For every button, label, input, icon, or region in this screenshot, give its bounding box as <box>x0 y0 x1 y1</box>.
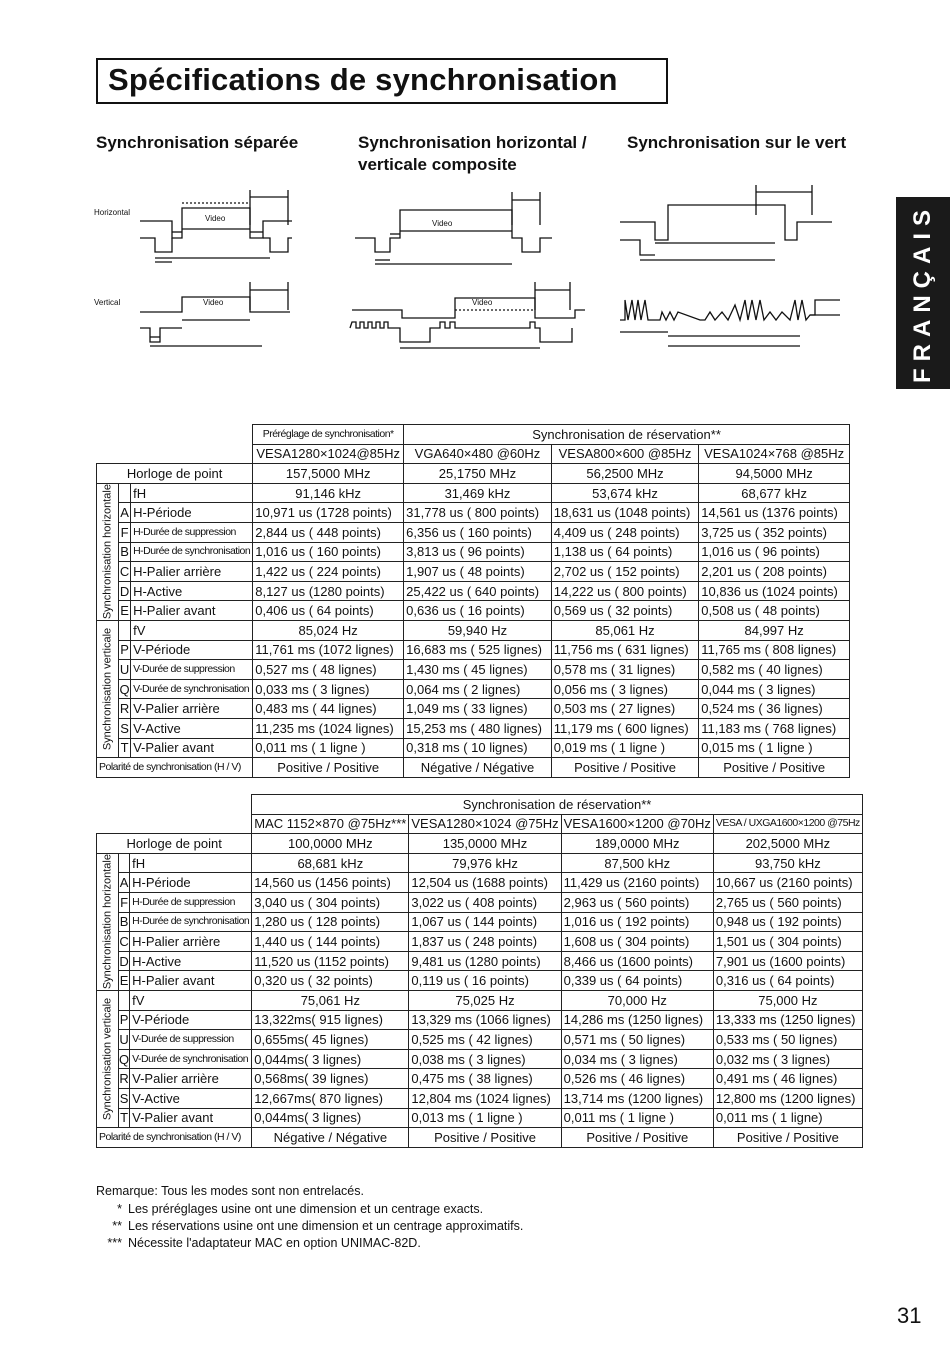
row-letter: E <box>119 971 130 991</box>
fh-value: 68,681 kHz <box>252 853 409 873</box>
reserve-header: Synchronisation de réservation** <box>252 795 863 815</box>
dot-clock-value: 100,0000 MHz <box>252 834 409 854</box>
on-green-vertical-waveform <box>620 300 840 346</box>
on-green-horizontal-waveform <box>620 185 832 260</box>
dot-clock-value: 56,2500 MHz <box>551 464 698 484</box>
row-value: 11,761 ms (1072 lignes) <box>253 640 404 660</box>
sync-table-1 <box>96 424 850 778</box>
dot-clock-value: 202,5000 MHz <box>713 834 862 854</box>
row-label: H-Durée de synchronisation <box>130 912 252 932</box>
row-value: 0,525 ms ( 42 lignes) <box>409 1030 561 1050</box>
mode-header: VESA800×600 @85Hz <box>551 444 698 464</box>
polarity-value: Positive / Positive <box>551 758 698 778</box>
row-value: 11,179 ms ( 600 lignes) <box>551 718 698 738</box>
row-value: 11,183 ms ( 768 lignes) <box>699 718 850 738</box>
row-value: 0,503 ms ( 27 lignes) <box>551 699 698 719</box>
fh-value: 93,750 kHz <box>713 853 862 873</box>
separate-vertical-waveform <box>140 282 290 346</box>
fv-value: 84,997 Hz <box>699 620 850 640</box>
row-label: H-Palier avant <box>131 601 253 621</box>
table-row <box>97 1049 863 1069</box>
row-value: 0,571 ms ( 50 lignes) <box>561 1030 713 1050</box>
page-title: Spécifications de synchronisation <box>108 62 618 97</box>
row-value: 3,040 us ( 304 points) <box>252 892 409 912</box>
row-value: 1,422 us ( 224 points) <box>253 562 404 582</box>
row-value: 0,056 ms ( 3 lignes) <box>551 679 698 699</box>
note-text: Les réservations usine ont une dimension et un centrage approximatifs. <box>128 1219 524 1233</box>
row-value: 0,013 ms ( 1 ligne ) <box>409 1108 561 1128</box>
horizontal-group-label: Synchronisation horizontale <box>97 853 119 990</box>
fv-value: 70,000 Hz <box>561 990 713 1010</box>
fv-value: 75,061 Hz <box>252 990 409 1010</box>
row-value: 0,948 us ( 192 points) <box>713 912 862 932</box>
row-value: 1,440 us ( 144 points) <box>252 932 409 952</box>
fv-value: 75,025 Hz <box>409 990 561 1010</box>
row-value: 12,504 us (1688 points) <box>409 873 561 893</box>
horizontal-label: Horizontal <box>94 208 131 217</box>
fv-value: 85,061 Hz <box>551 620 698 640</box>
note-remark: Remarque: Tous les modes sont non entrelacés. <box>96 1184 364 1198</box>
row-value: 13,714 ms (1200 lignes) <box>561 1088 713 1108</box>
row-letter: Q <box>119 1049 130 1069</box>
timing-diagrams <box>0 0 950 400</box>
row-value: 14,222 us ( 800 points) <box>551 581 698 601</box>
row-letter: T <box>119 1108 130 1128</box>
row-letter: S <box>119 718 131 738</box>
table-row <box>97 503 850 523</box>
row-label: V-Durée de synchronisation <box>130 1049 252 1069</box>
reserve-header: Synchronisation de réservation** <box>404 425 850 445</box>
row-label: H-Palier arrière <box>130 932 252 952</box>
dot-clock-value: 189,0000 MHz <box>561 834 713 854</box>
row-letter: Q <box>119 679 131 699</box>
diagram-heading-separate: Synchronisation séparée <box>96 133 299 152</box>
fh-value: 68,677 kHz <box>699 483 850 503</box>
table-row <box>97 1010 863 1030</box>
row-value: 11,235 ms (1024 lignes) <box>253 718 404 738</box>
fh-value: 87,500 kHz <box>561 853 713 873</box>
fv-label: fV <box>130 990 252 1010</box>
row-label: V-Durée de synchronisation <box>131 679 253 699</box>
row-value: 0,011 ms ( 1 ligne ) <box>561 1108 713 1128</box>
row-value: 1,430 ms ( 45 lignes) <box>404 660 552 680</box>
row-value: 0,032 ms ( 3 lignes) <box>713 1049 862 1069</box>
preset-header: Préréglage de synchronisation* <box>253 425 404 445</box>
row-letter: R <box>119 699 131 719</box>
row-value: 6,356 us ( 160 points) <box>404 522 552 542</box>
row-letter: B <box>119 912 130 932</box>
row-value: 11,520 us (1152 points) <box>252 951 409 971</box>
row-letter: D <box>119 951 130 971</box>
table-row <box>97 581 850 601</box>
polarity-value: Positive / Positive <box>561 1128 713 1148</box>
row-value: 7,901 us (1600 points) <box>713 951 862 971</box>
row-label: V-Période <box>130 1010 252 1030</box>
row-value: 0,636 us ( 16 points) <box>404 601 552 621</box>
row-value: 16,683 ms ( 525 lignes) <box>404 640 552 660</box>
row-value: 0,316 us ( 64 points) <box>713 971 862 991</box>
row-value: 10,971 us (1728 points) <box>253 503 404 523</box>
row-value: 0,038 ms ( 3 lignes) <box>409 1049 561 1069</box>
note-mark: * <box>117 1202 122 1216</box>
row-value: 0,033 ms ( 3 lignes) <box>253 679 404 699</box>
footnotes <box>96 1183 523 1252</box>
row-value: 0,044 ms ( 3 lignes) <box>699 679 850 699</box>
dot-clock-label: Horloge de point <box>97 834 252 854</box>
row-value: 12,667ms( 870 lignes) <box>252 1088 409 1108</box>
table-row <box>97 932 863 952</box>
polarity-value: Négative / Négative <box>252 1128 409 1148</box>
row-value: 0,582 ms ( 40 lignes) <box>699 660 850 680</box>
row-value: 3,725 us ( 352 points) <box>699 522 850 542</box>
note-line <box>96 1218 523 1235</box>
fv-value: 75,000 Hz <box>713 990 862 1010</box>
row-value: 12,804 ms (1024 lignes) <box>409 1088 561 1108</box>
mode-header: VGA640×480 @60Hz <box>404 444 552 464</box>
table-row <box>97 873 863 893</box>
row-label: H-Durée de synchronisation <box>131 542 253 562</box>
row-letter: D <box>119 581 131 601</box>
composite-vertical-waveform <box>350 282 585 348</box>
row-value: 0,526 ms ( 46 lignes) <box>561 1069 713 1089</box>
row-value: 0,655ms( 45 lignes) <box>252 1030 409 1050</box>
fv-label: fV <box>131 620 253 640</box>
row-letter: P <box>119 640 131 660</box>
sync-table-2 <box>96 794 863 1148</box>
row-label: V-Période <box>131 640 253 660</box>
table-row <box>97 1030 863 1050</box>
polarity-label: Polarité de synchronisation (H / V) <box>97 758 253 778</box>
vertical-group-label: Synchronisation verticale <box>97 990 119 1127</box>
row-value: 2,765 us ( 560 points) <box>713 892 862 912</box>
row-value: 0,491 ms ( 46 lignes) <box>713 1069 862 1089</box>
row-value: 0,064 ms ( 2 lignes) <box>404 679 552 699</box>
dot-clock-value: 94,5000 MHz <box>699 464 850 484</box>
row-label: H-Palier arrière <box>131 562 253 582</box>
row-value: 1,280 us ( 128 points) <box>252 912 409 932</box>
polarity-value: Positive / Positive <box>253 758 404 778</box>
row-letter: U <box>119 1030 130 1050</box>
mode-header: MAC 1152×870 @75Hz*** <box>252 814 409 834</box>
mode-header: VESA / UXGA1600×1200 @75Hz <box>713 814 862 834</box>
note-text: Nécessite l'adaptateur MAC en option UNIMAC-82D. <box>128 1236 421 1250</box>
fh-value: 31,469 kHz <box>404 483 552 503</box>
row-value: 0,569 us ( 32 points) <box>551 601 698 621</box>
row-value: 1,049 ms ( 33 lignes) <box>404 699 552 719</box>
polarity-label: Polarité de synchronisation (H / V) <box>97 1128 252 1148</box>
fh-label: fH <box>131 483 253 503</box>
row-value: 0,044ms( 3 lignes) <box>252 1049 409 1069</box>
note-line <box>96 1201 523 1218</box>
row-value: 1,138 us ( 64 points) <box>551 542 698 562</box>
row-label: V-Palier avant <box>130 1108 252 1128</box>
row-label: V-Active <box>130 1088 252 1108</box>
row-value: 0,011 ms ( 1 ligne) <box>713 1108 862 1128</box>
row-value: 0,475 ms ( 38 lignes) <box>409 1069 561 1089</box>
row-value: 3,813 us ( 96 points) <box>404 542 552 562</box>
row-value: 18,631 us (1048 points) <box>551 503 698 523</box>
row-letter: T <box>119 738 131 758</box>
note-mark: *** <box>107 1236 122 1250</box>
diagram-heading-composite: Synchronisation horizontal / verticale composite <box>358 133 587 174</box>
mode-header: VESA1024×768 @85Hz <box>699 444 850 464</box>
row-label: H-Active <box>131 581 253 601</box>
row-letter: P <box>119 1010 130 1030</box>
table-row <box>97 522 850 542</box>
row-value: 1,016 us ( 192 points) <box>561 912 713 932</box>
row-value: 13,333 ms (1250 lignes) <box>713 1010 862 1030</box>
row-letter: U <box>119 660 131 680</box>
page-number: 31 <box>897 1303 922 1328</box>
row-label: H-Palier avant <box>130 971 252 991</box>
row-label: H-Active <box>130 951 252 971</box>
row-value: 0,119 us ( 16 points) <box>409 971 561 991</box>
row-value: 25,422 us ( 640 points) <box>404 581 552 601</box>
video-label-vertical: Video <box>203 298 224 307</box>
row-value: 0,527 ms ( 48 lignes) <box>253 660 404 680</box>
row-value: 14,560 us (1456 points) <box>252 873 409 893</box>
vertical-label: Vertical <box>94 298 121 307</box>
row-label: H-Période <box>130 873 252 893</box>
row-value: 8,466 us (1600 points) <box>561 951 713 971</box>
row-letter: A <box>119 503 131 523</box>
row-value: 0,044ms( 3 lignes) <box>252 1108 409 1128</box>
row-value: 1,016 us ( 96 points) <box>699 542 850 562</box>
video-label: Video <box>205 214 226 223</box>
row-value: 2,702 us ( 152 points) <box>551 562 698 582</box>
row-value: 2,201 us ( 208 points) <box>699 562 850 582</box>
row-letter: C <box>119 562 131 582</box>
vertical-group-label: Synchronisation verticale <box>97 620 119 757</box>
row-value: 0,406 us ( 64 points) <box>253 601 404 621</box>
row-value: 1,837 us ( 248 points) <box>409 932 561 952</box>
row-label: V-Palier avant <box>131 738 253 758</box>
row-letter: F <box>119 892 130 912</box>
row-value: 11,756 ms ( 631 lignes) <box>551 640 698 660</box>
row-label: V-Palier arrière <box>130 1069 252 1089</box>
row-value: 0,508 us ( 48 points) <box>699 601 850 621</box>
table-row <box>97 892 863 912</box>
dot-clock-value: 157,5000 MHz <box>253 464 404 484</box>
row-value: 0,318 ms ( 10 lignes) <box>404 738 552 758</box>
row-label: H-Durée de suppression <box>131 522 253 542</box>
table-row <box>97 1069 863 1089</box>
table-row <box>97 679 850 699</box>
dot-clock-value: 135,0000 MHz <box>409 834 561 854</box>
fv-value: 85,024 Hz <box>253 620 404 640</box>
row-value: 2,963 us ( 560 points) <box>561 892 713 912</box>
separate-horizontal-waveform <box>140 190 292 262</box>
row-value: 0,320 us ( 32 points) <box>252 971 409 991</box>
row-value: 0,019 ms ( 1 ligne ) <box>551 738 698 758</box>
row-value: 0,483 ms ( 44 lignes) <box>253 699 404 719</box>
row-value: 8,127 us (1280 points) <box>253 581 404 601</box>
row-value: 1,907 us ( 48 points) <box>404 562 552 582</box>
composite-horizontal-waveform <box>355 192 552 264</box>
row-value: 0,578 ms ( 31 lignes) <box>551 660 698 680</box>
note-line <box>96 1235 523 1252</box>
dot-clock-value: 25,1750 MHz <box>404 464 552 484</box>
row-label: V-Durée de suppression <box>130 1030 252 1050</box>
row-label: V-Durée de suppression <box>131 660 253 680</box>
table-row <box>97 660 850 680</box>
row-value: 1,016 us ( 160 points) <box>253 542 404 562</box>
row-letter: B <box>119 542 131 562</box>
row-letter: F <box>119 522 131 542</box>
fh-label: fH <box>130 853 252 873</box>
mode-header: VESA1600×1200 @70Hz <box>561 814 713 834</box>
row-label: H-Période <box>131 503 253 523</box>
fh-value: 91,146 kHz <box>253 483 404 503</box>
fh-value: 79,976 kHz <box>409 853 561 873</box>
table-row <box>97 718 850 738</box>
row-letter: E <box>119 601 131 621</box>
polarity-value: Positive / Positive <box>713 1128 862 1148</box>
row-value: 10,667 us (2160 points) <box>713 873 862 893</box>
row-value: 13,329 ms (1066 lignes) <box>409 1010 561 1030</box>
row-value: 0,034 ms ( 3 lignes) <box>561 1049 713 1069</box>
table-row <box>97 912 863 932</box>
row-value: 0,011 ms ( 1 ligne ) <box>253 738 404 758</box>
row-value: 2,844 us ( 448 points) <box>253 522 404 542</box>
row-value: 0,533 ms ( 50 lignes) <box>713 1030 862 1050</box>
horizontal-group-label: Synchronisation horizontale <box>97 483 119 620</box>
row-value: 11,429 us (2160 points) <box>561 873 713 893</box>
row-value: 1,608 us ( 304 points) <box>561 932 713 952</box>
row-value: 3,022 us ( 408 points) <box>409 892 561 912</box>
row-value: 9,481 us (1280 points) <box>409 951 561 971</box>
mode-header: VESA1280×1024 @75Hz <box>409 814 561 834</box>
note-text: Les préréglages usine ont une dimension et un centrage exacts. <box>128 1202 484 1216</box>
row-value: 14,561 us (1376 points) <box>699 503 850 523</box>
row-letter: C <box>119 932 130 952</box>
video-label-composite: Video <box>432 219 453 228</box>
table-row <box>97 1108 863 1128</box>
table-row <box>97 640 850 660</box>
row-value: 12,800 ms (1200 lignes) <box>713 1088 862 1108</box>
row-value: 1,501 us ( 304 points) <box>713 932 862 952</box>
row-letter: A <box>119 873 130 893</box>
row-value: 14,286 ms (1250 lignes) <box>561 1010 713 1030</box>
row-value: 0,339 us ( 64 points) <box>561 971 713 991</box>
row-letter: R <box>119 1069 130 1089</box>
dot-clock-label: Horloge de point <box>97 464 253 484</box>
row-value: 10,836 us (1024 points) <box>699 581 850 601</box>
row-value: 11,765 ms ( 808 lignes) <box>699 640 850 660</box>
video-label-composite-vertical: Video <box>472 298 493 307</box>
language-tab-label: FRANÇAIS <box>909 203 936 383</box>
diagram-heading-on-green: Synchronisation sur le vert <box>627 133 847 152</box>
note-mark: ** <box>112 1219 122 1233</box>
table-row <box>97 562 850 582</box>
row-letter: S <box>119 1088 130 1108</box>
table-row <box>97 971 863 991</box>
table-row <box>97 738 850 758</box>
row-label: H-Durée de suppression <box>130 892 252 912</box>
fv-value: 59,940 Hz <box>404 620 552 640</box>
table-row <box>97 699 850 719</box>
table-row <box>97 1088 863 1108</box>
polarity-value: Négative / Négative <box>404 758 552 778</box>
table-row <box>97 542 850 562</box>
row-value: 4,409 us ( 248 points) <box>551 522 698 542</box>
row-value: 13,322ms( 915 lignes) <box>252 1010 409 1030</box>
fh-value: 53,674 kHz <box>551 483 698 503</box>
table-row <box>97 601 850 621</box>
row-value: 31,778 us ( 800 points) <box>404 503 552 523</box>
table-row <box>97 951 863 971</box>
mode-header: VESA1280×1024@85Hz <box>253 444 404 464</box>
row-value: 15,253 ms ( 480 lignes) <box>404 718 552 738</box>
row-value: 1,067 us ( 144 points) <box>409 912 561 932</box>
polarity-value: Positive / Positive <box>699 758 850 778</box>
row-label: V-Palier arrière <box>131 699 253 719</box>
polarity-value: Positive / Positive <box>409 1128 561 1148</box>
row-value: 0,524 ms ( 36 lignes) <box>699 699 850 719</box>
row-label: V-Active <box>131 718 253 738</box>
row-value: 0,015 ms ( 1 ligne ) <box>699 738 850 758</box>
row-value: 0,568ms( 39 lignes) <box>252 1069 409 1089</box>
